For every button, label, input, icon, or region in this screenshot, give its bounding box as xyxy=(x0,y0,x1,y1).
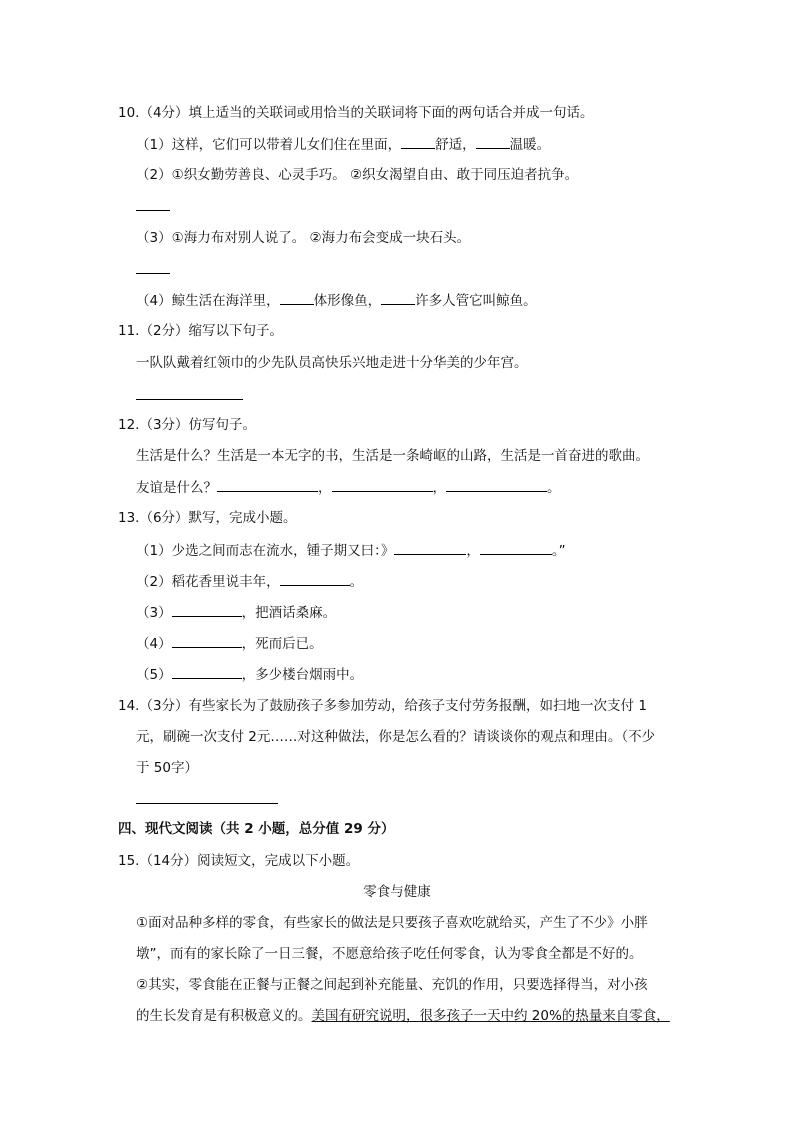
q15-para-1-line-1: ①面对品种多样的零食，有些家长的做法是只要孩子喜欢吃就给买，产生了不少》小胖 xyxy=(136,915,648,931)
q10-s3-answer-line[interactable] xyxy=(136,273,170,274)
q11-sentence: 一队队戴着红领巾的少先队员高快乐兴地走进十分华美的少年宫。 xyxy=(136,355,528,371)
q14-answer-line[interactable] xyxy=(136,803,278,804)
q13-l1-text-b: ， xyxy=(466,543,480,559)
q11-stem: 11.（2分）缩写以下句子。 xyxy=(118,323,284,339)
q13-l2-text-b: 。 xyxy=(349,574,364,590)
q13-l5-blank[interactable] xyxy=(172,664,242,679)
q12-end: 。 xyxy=(547,480,561,496)
q13-l3-text-b: ，把酒话桑麻。 xyxy=(241,605,337,621)
q10-s4-text-a: （4）鲸生活在海洋里， xyxy=(136,293,280,309)
q13-line-4 xyxy=(136,633,323,654)
q15-para-1-line-2: 墩”，而有的家长除了一日三餐，不愿意给孩子吃任何零食，认为零食全都是不好的。 xyxy=(136,946,643,962)
q13-l4-text-b: ，死而后已。 xyxy=(241,636,323,652)
q10-s1-text-c: 温暖。 xyxy=(509,137,551,153)
q14-stem-line-1: 14.（3分）有些家长为了鼓励孩子多参加劳动，给孩子支付劳务报酬，如扫地一次支付 1 xyxy=(118,698,647,714)
q10-sentence-3: （3）①海力布对别人说了。 ②海力布会变成一块石头。 xyxy=(136,230,471,246)
q10-sentence-1 xyxy=(136,134,550,155)
q12-comma-1: ， xyxy=(318,480,332,496)
q15-passage-title: 零食与健康 xyxy=(363,884,431,900)
q10-s4-text-b: 体形像鱼， xyxy=(313,293,382,309)
q15-para-2-line-1: ②其实，零食能在正餐与正餐之间起到补充能量、充饥的作用，只要选择得当，对小孩 xyxy=(136,977,648,993)
q13-l3-blank[interactable] xyxy=(172,602,242,617)
q14-stem-line-2: 元，刷碗一次支付 2元……对这种做法，你是怎么看的？请谈谈你的观点和理由。（不少 xyxy=(136,729,656,745)
q13-l3-text-a: （3） xyxy=(136,605,172,621)
q13-line-5 xyxy=(136,664,363,685)
q12-prompt-line xyxy=(136,477,561,498)
q14-stem-line-3: 于 50字） xyxy=(136,760,198,776)
q10-s2-answer-line[interactable] xyxy=(136,210,170,211)
q15-stem: 15.（14分）阅读短文，完成以下小题。 xyxy=(118,853,360,869)
q13-l4-text-a: （4） xyxy=(136,636,172,652)
q10-s1-text-a: （1）这样，它们可以带着儿女们住在里面， xyxy=(136,137,402,153)
q12-comma-2: ， xyxy=(432,480,446,496)
q10-stem: 10.（4分）填上适当的关联词或用恰当的关联词将下面的两句话合并成一句话。 xyxy=(118,105,594,121)
q10-sentence-4 xyxy=(136,290,537,311)
q13-line-3 xyxy=(136,602,336,623)
q13-l1-blank-2[interactable] xyxy=(480,540,552,555)
q12-stem: 12.（3分）仿写句子。 xyxy=(118,417,257,433)
q13-l1-text-a: （1）少选之间而志在流水，锺子期又曰：》 xyxy=(136,543,395,559)
q13-l5-text-a: （5） xyxy=(136,667,172,683)
q13-l1-text-c: 。” xyxy=(551,543,566,559)
q10-s4-blank-1[interactable] xyxy=(280,290,314,305)
q13-l5-text-b: ，多少楼台烟雨中。 xyxy=(241,667,364,683)
q13-line-1 xyxy=(136,540,566,561)
q12-example: 生活是什么？生活是一本无字的书，生活是一条崎岖的山路，生活是一首奋进的歌曲。 xyxy=(136,448,649,464)
q13-l4-blank[interactable] xyxy=(172,633,242,648)
q15-para-2-underlined: 美国有研究说明，很多孩子一天中约 20%的热量来自零食， xyxy=(311,1008,670,1024)
q13-line-2 xyxy=(136,571,363,592)
q12-blank-3[interactable] xyxy=(446,477,547,492)
q12-prompt: 友谊是什么？ xyxy=(136,480,217,496)
q11-answer-line[interactable] xyxy=(136,399,243,400)
q13-stem: 13.（6分）默写，完成小题。 xyxy=(118,510,297,526)
q10-s1-blank-1[interactable] xyxy=(401,134,435,149)
q15-para-2-plain: 的生长发育是有积极意义的。 xyxy=(136,1008,312,1024)
q10-s1-text-b: 舒适， xyxy=(435,137,476,153)
q10-sentence-2: （2）①织女勤劳善良、心灵手巧。 ②织女渴望自由、敢于同压迫者抗争。 xyxy=(136,167,579,183)
q10-s1-blank-2[interactable] xyxy=(476,134,510,149)
q15-para-2-line-2 xyxy=(136,1006,670,1026)
q12-blank-1[interactable] xyxy=(217,477,318,492)
q12-blank-2[interactable] xyxy=(332,477,433,492)
section-4-heading: 四、现代文阅读（共 2 小题，总分值 29 分） xyxy=(118,821,395,837)
q10-s4-text-c: 许多人管它叫鲸鱼。 xyxy=(415,293,537,309)
q13-l2-text-a: （2）稻花香里说丰年， xyxy=(136,574,280,590)
q13-l1-blank-1[interactable] xyxy=(394,540,466,555)
q13-l2-blank[interactable] xyxy=(280,571,350,586)
q10-s4-blank-2[interactable] xyxy=(381,290,415,305)
